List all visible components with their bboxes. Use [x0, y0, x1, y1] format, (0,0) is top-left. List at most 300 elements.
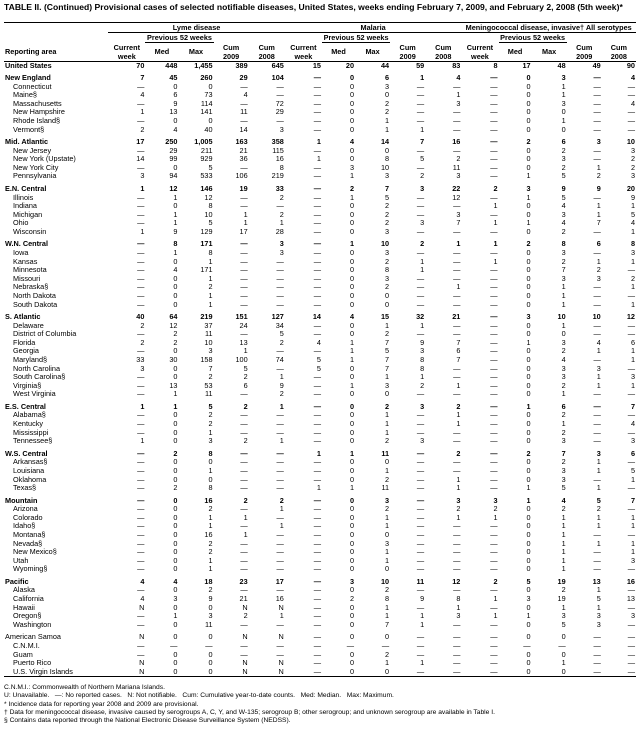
value-cell: 0 — [208, 82, 213, 91]
value-cell: 0 — [208, 603, 213, 612]
value-cell: 0 — [526, 108, 531, 117]
value-cell: 1 — [596, 202, 601, 211]
value-cell: N — [249, 668, 285, 677]
value-cell: 645 — [271, 61, 284, 70]
value-cell: 0 — [349, 505, 355, 514]
value-cell: 1 — [173, 402, 178, 411]
reporting-area-cell: C.N.M.I. — [13, 641, 40, 650]
value-cell: — — [490, 420, 498, 429]
value-cell: 2 — [208, 283, 213, 292]
value-cell: 1 — [596, 163, 601, 172]
value-cell: — — [416, 411, 425, 420]
value-cell: 3 — [140, 172, 145, 181]
reporting-area-cell: Vermont§ — [13, 125, 45, 134]
value-cell: — — [137, 539, 145, 548]
footnote: * Incidence data for reporting year 2008 and 2009 are provisional. — [4, 700, 199, 708]
value-cell: — — [416, 193, 425, 202]
value-cell: — — [593, 641, 601, 650]
value-cell: 17 — [522, 61, 531, 70]
value-cell: — — [453, 641, 461, 650]
value-cell: 4 — [173, 577, 178, 586]
value-cell: 1 — [420, 659, 425, 668]
value-cell: — — [137, 612, 145, 621]
value-cell: 4 — [140, 595, 145, 604]
value-cell: — — [313, 612, 321, 621]
value-cell: 72 — [275, 99, 284, 108]
table-row — [4, 437, 636, 446]
value-cell: 0 — [526, 381, 531, 390]
value-cell: 1 — [526, 612, 531, 621]
value-cell: 2 — [140, 125, 145, 134]
value-cell: — — [276, 530, 284, 539]
value-cell: — — [313, 347, 321, 356]
value-cell: 3 — [630, 249, 635, 258]
value-cell: 1 — [596, 539, 601, 548]
reporting-area-cell: Massachusetts — [13, 99, 62, 108]
reporting-area-cell: Washington — [13, 620, 52, 629]
value-cell: 8 — [208, 202, 213, 211]
value-cell: — — [453, 125, 461, 134]
value-cell: — — [416, 108, 425, 117]
value-cell: 0 — [208, 458, 213, 467]
value-cell: 1 — [420, 266, 425, 275]
value-cell: 2 — [456, 449, 461, 458]
value-cell: 3 — [349, 163, 355, 172]
value-cell: — — [593, 321, 601, 330]
value-cell: 5 — [316, 356, 321, 364]
value-cell: — — [490, 266, 498, 275]
value-cell: 13 — [169, 381, 178, 390]
table-row — [4, 313, 636, 322]
value-cell: 3 — [493, 496, 498, 505]
value-cell: 1 — [385, 522, 390, 531]
value-cell: — — [276, 300, 284, 309]
value-cell: 2 — [561, 146, 566, 155]
table-row — [4, 126, 636, 135]
med-header: Med — [145, 43, 178, 62]
value-cell: — — [276, 466, 284, 475]
value-cell: 3 — [630, 146, 635, 155]
value-cell: — — [593, 108, 601, 117]
value-cell: 1 — [456, 283, 461, 292]
table-row — [4, 194, 636, 203]
value-cell: — — [137, 330, 145, 339]
value-cell: — — [453, 364, 461, 373]
value-cell: — — [490, 274, 498, 283]
value-cell: — — [313, 210, 321, 219]
value-cell: 2 — [561, 428, 566, 437]
value-cell: 0 — [145, 668, 178, 677]
value-cell: 0 — [208, 650, 213, 659]
footnote: C.N.M.I.: Commonwealth of Northern Mariana Islands. — [4, 684, 165, 691]
value-cell: 0 — [526, 411, 531, 420]
value-cell: 1 — [493, 202, 498, 211]
value-cell: 0 — [561, 330, 566, 339]
value-cell: — — [137, 522, 145, 531]
value-cell: 7 — [208, 364, 213, 373]
value-cell: 36 — [239, 155, 248, 164]
value-cell: 4 — [173, 125, 178, 134]
value-cell: 1 — [493, 612, 498, 621]
value-cell: — — [313, 548, 321, 557]
value-cell: 1 — [526, 402, 531, 411]
value-cell: 2 — [208, 548, 213, 557]
value-cell: — — [313, 620, 321, 629]
value-cell: — — [627, 650, 635, 659]
value-cell: — — [490, 283, 498, 292]
value-cell: 0 — [349, 283, 355, 292]
value-cell: 94 — [169, 172, 178, 181]
value-cell: 6 — [456, 347, 461, 356]
value-cell: — — [346, 641, 355, 650]
value-cell: 0 — [349, 612, 355, 621]
value-cell: 6 — [385, 74, 390, 83]
value-cell: 3 — [385, 249, 390, 258]
value-cell: 6 — [173, 91, 178, 100]
value-cell: 12 — [169, 321, 178, 330]
value-cell: 2 — [561, 163, 566, 172]
value-cell: — — [593, 91, 601, 100]
table-row — [4, 450, 636, 459]
value-cell: 3 — [630, 172, 635, 181]
value-cell: 1 — [420, 125, 425, 134]
value-cell: 2 — [243, 437, 248, 446]
value-cell: 3 — [561, 210, 566, 219]
value-cell: 48 — [557, 61, 566, 70]
value-cell: — — [276, 449, 284, 458]
value-cell: — — [453, 82, 461, 91]
disease-header-malaria: Malaria — [285, 23, 462, 33]
value-cell: 0 — [526, 659, 531, 668]
value-cell: 1 — [140, 108, 145, 117]
value-cell: 1 — [279, 522, 284, 531]
value-cell: — — [313, 428, 321, 437]
value-cell: 5 — [279, 330, 284, 339]
value-cell: — — [453, 146, 461, 155]
footnote: U: Unavailable. —: No reported cases. N: Not notifiable. Cum: Cumulative year-to-date counts. Med: Median. Max: Maximum. — [4, 692, 394, 700]
value-cell: — — [593, 330, 601, 339]
value-cell: — — [390, 668, 425, 677]
value-cell: 2 — [596, 266, 601, 275]
value-cell: — — [313, 172, 321, 181]
value-cell: 1 — [493, 219, 498, 228]
value-cell: 3 — [561, 274, 566, 283]
value-cell: — — [453, 108, 461, 117]
value-cell: 0 — [173, 530, 178, 539]
value-cell: — — [313, 74, 321, 83]
value-cell: 3 — [385, 227, 390, 236]
value-cell: 37 — [204, 321, 213, 330]
value-cell: 1 — [561, 283, 566, 292]
reporting-area-cell: Wyoming§ — [13, 565, 48, 574]
value-cell: N — [139, 603, 145, 612]
value-cell: 4 — [596, 338, 601, 347]
value-cell: N — [242, 633, 248, 642]
value-cell: 0 — [499, 668, 532, 677]
value-cell: 0 — [561, 633, 566, 642]
table-row — [4, 484, 636, 493]
value-cell: 3 — [561, 437, 566, 446]
value-cell: — — [490, 530, 498, 539]
value-cell: 10 — [380, 163, 390, 172]
value-cell: 2 — [385, 202, 390, 211]
table-row — [4, 403, 636, 412]
value-cell: 29 — [239, 74, 248, 83]
value-cell: 1 — [279, 219, 284, 228]
table-row — [4, 557, 636, 566]
value-cell: 211 — [200, 146, 213, 155]
value-cell: — — [137, 548, 145, 557]
value-cell: — — [490, 227, 498, 236]
value-cell: 2 — [243, 402, 248, 411]
value-cell: 4 — [173, 266, 178, 275]
value-cell: — — [137, 586, 145, 595]
reporting-area-cell: New York (Upstate) — [13, 155, 76, 164]
value-cell: 3 — [420, 219, 425, 228]
value-cell: — — [313, 522, 321, 531]
table-row — [4, 211, 636, 220]
value-cell: — — [490, 172, 498, 181]
value-cell: 19 — [557, 577, 566, 586]
reporting-area-cell: W.N. Central — [5, 240, 48, 249]
value-cell: — — [137, 291, 145, 300]
value-cell: — — [205, 641, 213, 650]
value-cell: — — [593, 99, 601, 108]
value-cell: 1 — [420, 74, 425, 83]
value-cell: 4 — [561, 202, 566, 211]
reporting-area-cell: Pacific — [5, 577, 29, 586]
value-cell: 21 — [239, 595, 248, 604]
value-cell: — — [313, 82, 321, 91]
value-cell: 1 — [208, 274, 213, 283]
value-cell: — — [490, 364, 498, 373]
value-cell: 1,455 — [194, 61, 213, 70]
value-cell: 1 — [173, 249, 178, 258]
value-cell: — — [137, 300, 145, 309]
value-cell: — — [453, 300, 461, 309]
table-row — [4, 61, 636, 70]
table-row — [4, 604, 636, 613]
value-cell: 127 — [271, 313, 284, 322]
value-cell: N — [139, 633, 145, 642]
value-cell: — — [627, 484, 635, 493]
value-cell: 0 — [526, 210, 531, 219]
value-cell: — — [313, 202, 321, 211]
reporting-area-cell: Alaska — [13, 586, 35, 595]
value-cell: 11 — [204, 390, 213, 399]
reporting-area-cell: Mississippi — [13, 428, 49, 437]
reporting-area-cell: Nebraska§ — [13, 283, 49, 292]
value-cell: — — [416, 603, 425, 612]
table-row — [4, 612, 636, 621]
value-cell: 0 — [526, 633, 531, 642]
value-cell: 1 — [561, 300, 566, 309]
value-cell: 0 — [349, 99, 355, 108]
value-cell: 0 — [173, 505, 178, 514]
value-cell: 0 — [532, 668, 567, 677]
reporting-area-cell: Texas§ — [13, 484, 37, 493]
value-cell: 0 — [349, 321, 355, 330]
value-cell: — — [240, 539, 248, 548]
value-cell: 2 — [561, 347, 566, 356]
value-cell: 11 — [204, 330, 213, 339]
value-cell: 0 — [173, 633, 178, 642]
value-cell: 2 — [420, 172, 425, 181]
value-cell: 1 — [630, 347, 635, 356]
value-cell: 2 — [208, 505, 213, 514]
value-cell: — — [240, 266, 248, 275]
value-cell: — — [240, 505, 248, 514]
value-cell: 1 — [349, 172, 355, 181]
value-cell: — — [490, 428, 498, 437]
value-cell: 3 — [385, 172, 390, 181]
value-cell: 2 — [385, 586, 390, 595]
value-cell: — — [276, 428, 284, 437]
value-cell: 1 — [349, 356, 355, 364]
table-row — [4, 633, 636, 642]
value-cell: — — [416, 556, 425, 565]
notifiable-diseases-table — [4, 22, 636, 677]
value-cell: 2 — [208, 411, 213, 420]
value-cell: 929 — [200, 155, 213, 164]
value-cell: — — [240, 411, 248, 420]
value-cell: 2 — [561, 381, 566, 390]
value-cell: 9 — [208, 595, 213, 604]
value-cell: — — [453, 257, 461, 266]
value-cell: 5 — [385, 347, 390, 356]
value-cell: — — [240, 291, 248, 300]
value-cell: — — [453, 390, 461, 399]
value-cell: — — [240, 193, 248, 202]
value-cell: — — [627, 82, 635, 91]
value-cell: 33 — [136, 356, 145, 364]
value-cell: — — [593, 300, 601, 309]
value-cell: 2 — [279, 496, 284, 505]
value-cell: — — [490, 548, 498, 557]
value-cell: 0 — [526, 321, 531, 330]
value-cell: 0 — [349, 202, 355, 211]
value-cell: 7 — [140, 74, 145, 83]
value-cell: 100 — [235, 356, 248, 364]
value-cell: 7 — [561, 449, 566, 458]
value-cell: 3 — [526, 185, 531, 194]
value-cell: 5 — [420, 155, 425, 164]
value-cell: — — [137, 240, 145, 249]
value-cell: — — [416, 475, 425, 484]
value-cell: 1 — [420, 612, 425, 621]
previous-52-weeks-header: Previous 52 weeks — [147, 33, 212, 42]
value-cell: 0 — [349, 603, 355, 612]
value-cell: 1 — [561, 565, 566, 574]
value-cell: 53 — [204, 381, 213, 390]
value-cell: 1 — [630, 513, 635, 522]
value-cell: — — [593, 291, 601, 300]
value-cell: — — [453, 620, 461, 629]
value-cell: 0 — [173, 603, 178, 612]
value-cell: — — [425, 668, 461, 677]
value-cell: — — [627, 291, 635, 300]
value-cell: — — [453, 266, 461, 275]
value-cell: — — [490, 291, 498, 300]
value-cell: 0 — [526, 82, 531, 91]
value-cell: 2 — [561, 505, 566, 514]
value-cell: — — [490, 458, 498, 467]
value-cell: N — [278, 603, 284, 612]
value-cell: — — [490, 620, 498, 629]
value-cell: 1 — [561, 659, 566, 668]
value-cell: 1 — [456, 91, 461, 100]
value-cell: — — [313, 539, 321, 548]
value-cell: — — [627, 91, 635, 100]
value-cell: 0 — [173, 458, 178, 467]
value-cell: 1 — [208, 291, 213, 300]
value-cell: 3 — [526, 313, 531, 322]
value-cell: 3 — [456, 210, 461, 219]
value-cell: — — [313, 496, 321, 505]
table-row — [4, 497, 636, 506]
value-cell: 11 — [381, 449, 390, 458]
footnote: † Data for meningococcal disease, invasive caused by serogroups A, C, Y, and W-135; serogroup B; other serogroup; and unknown serogroup are available in Table I. — [4, 708, 495, 716]
value-cell: 14 — [136, 155, 145, 164]
value-cell: — — [490, 603, 498, 612]
table-row — [4, 240, 636, 249]
value-cell: 2 — [208, 586, 213, 595]
value-cell: 3 — [385, 82, 390, 91]
value-cell: — — [490, 163, 498, 172]
value-cell: 8 — [493, 61, 498, 70]
value-cell: 3 — [208, 612, 213, 621]
value-cell: — — [453, 373, 461, 382]
value-cell: — — [276, 458, 284, 467]
reporting-area-cell: Illinois — [13, 193, 34, 202]
value-cell: 3 — [140, 364, 145, 373]
value-cell: 1 — [208, 466, 213, 475]
value-cell: 1 — [243, 347, 248, 356]
table-row — [4, 185, 636, 194]
value-cell: 7 — [456, 356, 461, 364]
value-cell: — — [137, 458, 145, 467]
table-row — [4, 595, 636, 604]
value-cell: 40 — [136, 313, 145, 322]
value-cell: 0 — [349, 266, 355, 275]
value-cell: 1 — [456, 603, 461, 612]
value-cell: — — [137, 556, 145, 565]
reporting-area-cell: Idaho§ — [13, 522, 36, 531]
value-cell: 6 — [561, 138, 566, 147]
value-cell: 59 — [416, 61, 425, 70]
value-cell: 1 — [596, 347, 601, 356]
value-cell: — — [453, 556, 461, 565]
value-cell: 4 — [456, 74, 461, 83]
value-cell: 0 — [349, 530, 355, 539]
value-cell: — — [453, 227, 461, 236]
value-cell: 3 — [596, 274, 601, 283]
table-row — [4, 301, 636, 310]
value-cell: — — [490, 249, 498, 258]
value-cell: 4 — [561, 496, 566, 505]
value-cell: 64 — [169, 313, 178, 322]
value-cell: 1 — [385, 321, 390, 330]
value-cell: 0 — [349, 565, 355, 574]
value-cell: — — [627, 116, 635, 125]
value-cell: — — [137, 219, 145, 228]
value-cell: — — [416, 565, 425, 574]
value-cell: 1 — [596, 466, 601, 475]
value-cell: — — [240, 641, 248, 650]
cum-2008-header: Cum 2008 — [425, 43, 461, 62]
value-cell: 9 — [561, 185, 566, 194]
value-cell: — — [453, 274, 461, 283]
